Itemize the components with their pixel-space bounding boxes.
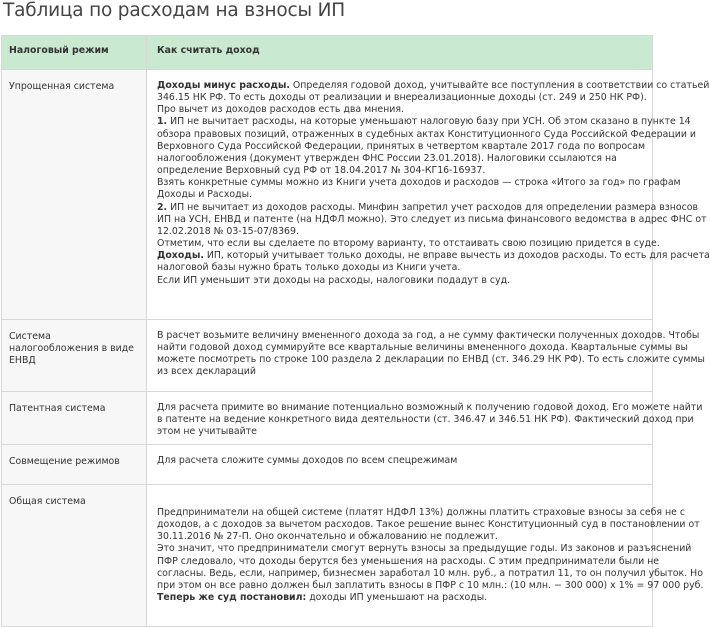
table-header-row <box>2 36 653 70</box>
line-text: 30.11.2016 № 27-П. Оно окончательно и обжалованию не подлежит. <box>157 531 498 543</box>
table-row <box>2 445 653 485</box>
regime-cell: Общая система <box>2 485 147 627</box>
line-text: ИП, который учитывает только доходы, не вправе вычесть из доходов расходы. То есть для расчета <box>203 250 710 262</box>
line-text: из всех деклараций <box>157 366 256 378</box>
description-line <box>157 567 703 580</box>
header-how: Как считать доход <box>147 36 653 70</box>
description-line <box>157 531 643 543</box>
regime-cell: Упрощенная система <box>2 70 147 320</box>
line-text: Отметим, что если вы сделаете по второму варианту, то отстаивать свою позицию придется в суде. <box>157 238 660 250</box>
description-line <box>157 226 643 238</box>
line-text: этом не учитывайте <box>157 426 257 438</box>
description-line <box>157 250 710 262</box>
line-text: можете посмотреть по строке 100 раздела 2 декларации по ЕНВД (ст. 346.29 НК РФ). То есть сложите суммы <box>157 354 705 366</box>
line-text: Если ИП уменьшит эти доходы на расходы, налоговики подадут в суд. <box>157 274 511 286</box>
description-line <box>157 165 643 177</box>
line-text: найти годовой доход суммируйте все квартальные величины вмененного дохода. Квартальные суммы вы <box>157 342 688 354</box>
bold-lead: Доходы. <box>157 250 204 262</box>
description-line <box>157 189 643 201</box>
description-line <box>157 592 643 604</box>
description-cell <box>147 485 704 627</box>
description-cell <box>147 70 710 320</box>
line-text: В расчет возьмите величину вмененного дохода за год, а не сумму фактически полученных доходов. Чтобы <box>157 330 700 341</box>
table-row <box>2 70 653 320</box>
line-text: при этом он все равно должен был заплатить взносы в ПФР с 10 млн.: (10 млн. − 300 000) х 1% = 97 000 руб. <box>157 579 704 591</box>
line-text: Для расчета сложите суммы доходов по всем спецрежимам <box>157 455 458 466</box>
line-text: доходов, а с доходов за вычетом расходов. Такое решение вынес Конституционный суд в постановлении от <box>157 519 700 531</box>
description-line <box>157 366 643 378</box>
description-line <box>157 104 643 116</box>
table-row <box>2 392 653 445</box>
description-line <box>157 342 688 354</box>
line-text: обзора правовых позиций, отраженных в судебных актах Конституционного Суда Российской Федерации и <box>157 128 696 140</box>
page-title: Таблица по расходам на взносы ИП <box>3 0 345 21</box>
description-line <box>157 414 694 426</box>
bold-lead: Теперь же суд постановил: <box>157 592 307 604</box>
bold-lead: 1. <box>157 116 168 128</box>
description-line <box>157 128 696 141</box>
header-regime: Налоговый режим <box>2 36 147 70</box>
table-row <box>2 320 653 392</box>
regime-cell: Совмещение режимов <box>2 445 147 485</box>
line-text: в патенте на ведение конкретного вида деятельности (ст. 346.47 и 346.51 НК РФ). Фактический доход при <box>157 414 694 426</box>
line-text: налогообложения (документ утвержден ФНС России 23.01.2018). Налоговики ссылаются на <box>157 152 617 164</box>
description-cell <box>147 320 705 392</box>
regime-cell: Система налогообложения в виде ЕНВД <box>2 320 147 392</box>
description-line <box>157 275 643 287</box>
description-line <box>157 579 704 592</box>
line-text: ПФР следовало, что доходы берутся без уменьшения на расходы. С этим предприниматели были не <box>157 555 660 567</box>
line-text: Взять конкретные суммы можно из Книги учета доходов и расходов — строка «Итого за год» по графам <box>157 177 681 189</box>
table-row <box>2 485 653 627</box>
line-text: Определяя годовой доход, учитывайте все поступления в соответствии со статьей <box>289 80 710 91</box>
regime-cell: Патентная система <box>2 392 147 445</box>
expenses-table <box>1 35 710 627</box>
line-text: ИП не вычитает из доходов расходы. Минфин запретил учет расходов для определении размера взносов <box>167 201 698 213</box>
line-text: Для расчета примите во внимание потенциально возможный к получению годовой доход. Его можете найти <box>157 402 703 413</box>
description-line <box>157 116 691 128</box>
line-text: Верховного Суда Российской Федерации, принятых в четвертом квартале 2017 года по вопросам <box>157 140 646 152</box>
description-line <box>157 92 647 104</box>
description-line <box>157 140 646 153</box>
line-text: определение Верховный суд РФ от 18.04.2017 № 304-КГ16-16937. <box>157 165 486 177</box>
description-line <box>157 455 643 467</box>
description-line <box>157 543 692 555</box>
line-text: Это значит, что предприниматели смогут вернуть взносы за предыдущие годы. Из законов и разъяснений <box>157 543 692 555</box>
description-line <box>157 330 700 342</box>
line-text: доходы ИП уменьшают на расходы. <box>306 592 488 604</box>
description-line <box>157 354 705 366</box>
description-line <box>157 177 681 189</box>
line-text: Предприниматели на общей системе (платят НДФЛ 13%) должны платить страховые взносы за себя не с <box>157 507 686 518</box>
description-line <box>157 519 700 531</box>
line-text: Доходы и Расходы. <box>157 189 252 201</box>
description-line <box>157 507 686 519</box>
line-text: ИП на УСН, ЕНВД и патенте (на НДФЛ можно). Это следует из письма финансового ведомства в адрес ФНС от <box>157 213 707 225</box>
line-text: 346.15 НК РФ. То есть доходы от реализации и внереализационные доходы (ст. 249 и 250 НК РФ). <box>157 92 647 104</box>
bold-lead: Доходы минус расходы. <box>157 80 290 91</box>
description-line <box>157 402 703 414</box>
description-line <box>157 555 660 568</box>
line-text: согласны. Ведь, если, например, бизнесмен заработал 10 млн. руб., а потратил 11, то он получил убыток. Но <box>157 567 703 579</box>
line-text: Про вычет из доходов расходов есть два мнения. <box>157 104 404 116</box>
description-line <box>157 238 660 250</box>
description-cell <box>147 445 653 485</box>
description-line <box>157 80 710 92</box>
description-line <box>157 262 643 274</box>
description-line <box>157 426 643 438</box>
description-cell <box>147 392 703 445</box>
line-text: 12.02.2018 № 03-15-07/8369. <box>157 225 299 237</box>
line-text: налоговой базы нужно брать только доходы из Книги учета. <box>157 262 461 274</box>
description-line <box>157 201 698 214</box>
description-line <box>157 213 707 226</box>
description-line <box>157 153 643 165</box>
bold-lead: 2. <box>157 201 168 213</box>
line-text: ИП не вычитает расходы, на которые уменьшают налоговую базу при УСН. Об этом сказано в пункте 14 <box>167 116 691 128</box>
